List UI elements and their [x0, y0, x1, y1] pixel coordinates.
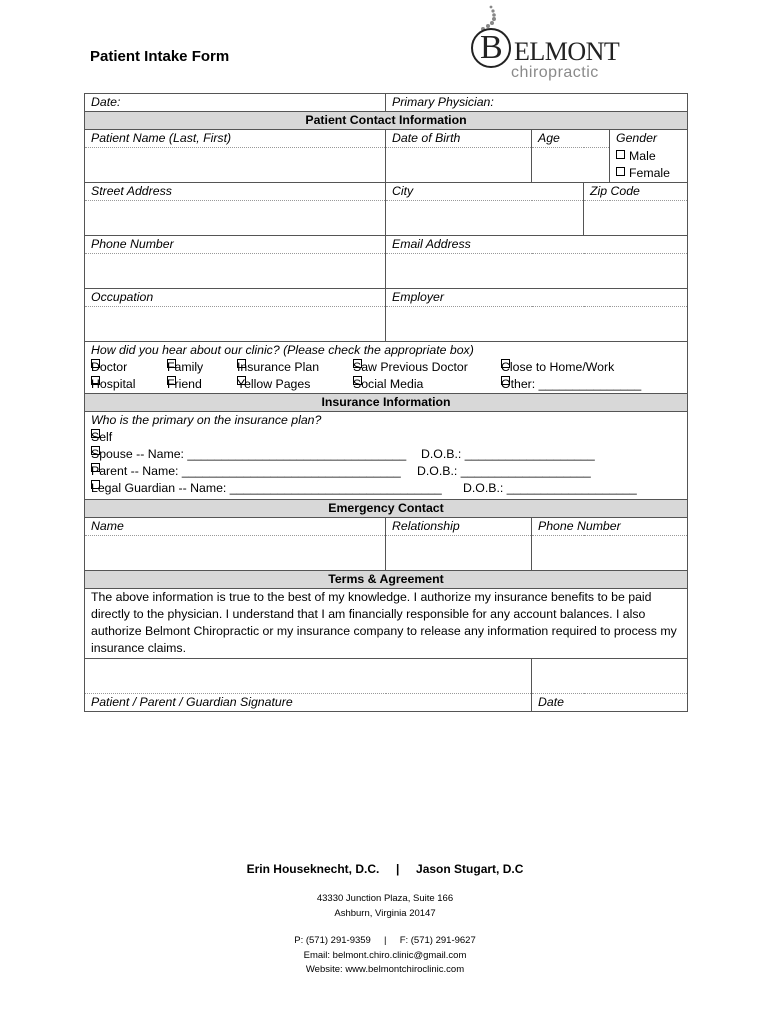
insurance-question: Who is the primary on the insurance plan?: [91, 413, 322, 427]
emergency-section-header: Emergency Contact: [85, 500, 688, 518]
emergency-phone-input[interactable]: [532, 536, 688, 571]
contact-section-header: Patient Contact Information: [85, 112, 688, 130]
zip-label: Zip Code: [584, 183, 688, 201]
insurance-section-header: Insurance Information: [85, 394, 688, 412]
dob-label: Date of Birth: [386, 130, 532, 148]
phone-label: Phone Number: [85, 236, 386, 254]
occupation-input[interactable]: [85, 307, 386, 342]
phone-fax-line: P: (571) 291-9359 | F: (571) 291-9627: [294, 935, 476, 946]
city-label: City: [386, 183, 584, 201]
checkbox-icon: [616, 167, 625, 176]
patient-name-label: Patient Name (Last, First): [85, 130, 386, 148]
website-line: Website: www.belmontchiroclinic.com: [305, 964, 465, 975]
terms-text: The above information is true to the best of my knowledge. I authorize my insurance benefits to be paid directly to the physician. I understand that I am financially responsible for any account balances. I also authorize Belmont Chiropractic or my insurance company to release any information required to process my insurance claims.: [85, 589, 688, 659]
primary-physician-field[interactable]: Primary Physician:: [386, 94, 688, 112]
emergency-relationship-label: Relationship: [386, 518, 532, 536]
patient-name-input[interactable]: [85, 148, 386, 183]
street-input[interactable]: [85, 201, 386, 236]
signature-date-input[interactable]: [532, 659, 688, 694]
date-field[interactable]: Date:: [85, 94, 386, 112]
logo-big-letter: B: [480, 29, 503, 66]
email-label: Email Address: [386, 236, 688, 254]
footer-contact: [0, 934, 770, 978]
footer-address: [0, 892, 770, 921]
employer-label: Employer: [386, 289, 688, 307]
insurance-guardian-dob[interactable]: D.O.B.: ___________________: [463, 481, 637, 495]
referral-question: How did you hear about our clinic? (Please check the appropriate box): [91, 343, 474, 357]
age-input[interactable]: [532, 148, 610, 183]
occupation-label: Occupation: [85, 289, 386, 307]
signature-label: Patient / Parent / Guardian Signature: [85, 694, 532, 712]
emergency-phone-label: Phone Number: [532, 518, 688, 536]
address-line-2: Ashburn, Virginia 20147: [334, 907, 436, 919]
terms-section-header: Terms & Agreement: [85, 571, 688, 589]
email-input[interactable]: [386, 254, 688, 289]
street-label: Street Address: [85, 183, 386, 201]
logo-wordmark: ELMONT: [514, 37, 620, 66]
doctor-names: Erin Houseknecht, D.C. | Jason Stugart, D.C: [246, 862, 524, 876]
age-label: Age: [532, 130, 610, 148]
employer-input[interactable]: [386, 307, 688, 342]
gender-label: Gender: [610, 130, 688, 148]
belmont-logo: [463, 4, 620, 86]
dob-input[interactable]: [386, 148, 532, 183]
insurance-parent-dob[interactable]: D.O.B.: ___________________: [417, 464, 591, 478]
address-line-1: 43330 Junction Plaza, Suite 166: [316, 893, 454, 904]
phone-input[interactable]: [85, 254, 386, 289]
intake-form-table: Date: Primary Physician: Patient Contact Information Patient Name (Last, First) Date of Birth Age Gender Male Female Street Address City Zip Code Phone Number Email Address Occupation Employer How did you hear about our clinic? (Please check the appropriate box) Doctor Family Insurance Plan Saw Previous Doctor Close to Home/Work Hospital Friend Yellow Pages Social Media Other: _______________ Insurance Information Who is the primary on the insurance plan? Self Spouse -- Name: ________________________________ D.O.B.: ___________________ Parent -- Name: ________________________________ D.O.B.: ___________________ Legal Guardian -- Name: _______________________________ D.O.B.: ___________________ Emergency Contact Name Relationship Phone Number Terms & Agreement The above information is true to the best of my knowledge. I authorize my insurance benefits to be paid directly to the physician. I understand that I am financially responsible for any account balances. I also authorize Belmont Chiropractic or my insurance company to release any information required to process my insurance claims. Patient / Parent / Guardian Signature Date: [84, 93, 688, 712]
emergency-name-label: Name: [85, 518, 386, 536]
emergency-name-input[interactable]: [85, 536, 386, 571]
insurance-spouse-dob[interactable]: D.O.B.: ___________________: [421, 447, 595, 461]
city-input[interactable]: [386, 201, 584, 236]
gender-male-option[interactable]: Male: [616, 148, 681, 165]
email-line: Email: belmont.chiro.clinic@gmail.com: [303, 949, 467, 961]
gender-female-option[interactable]: Female: [616, 165, 681, 182]
checkbox-icon: [616, 150, 625, 159]
signature-input[interactable]: [85, 659, 532, 694]
logo-subtitle: chiropractic: [511, 64, 599, 81]
emergency-relationship-input[interactable]: [386, 536, 532, 571]
signature-date-label: Date: [532, 694, 688, 712]
zip-input[interactable]: [584, 201, 688, 236]
page-title: Patient Intake Form: [90, 48, 230, 65]
